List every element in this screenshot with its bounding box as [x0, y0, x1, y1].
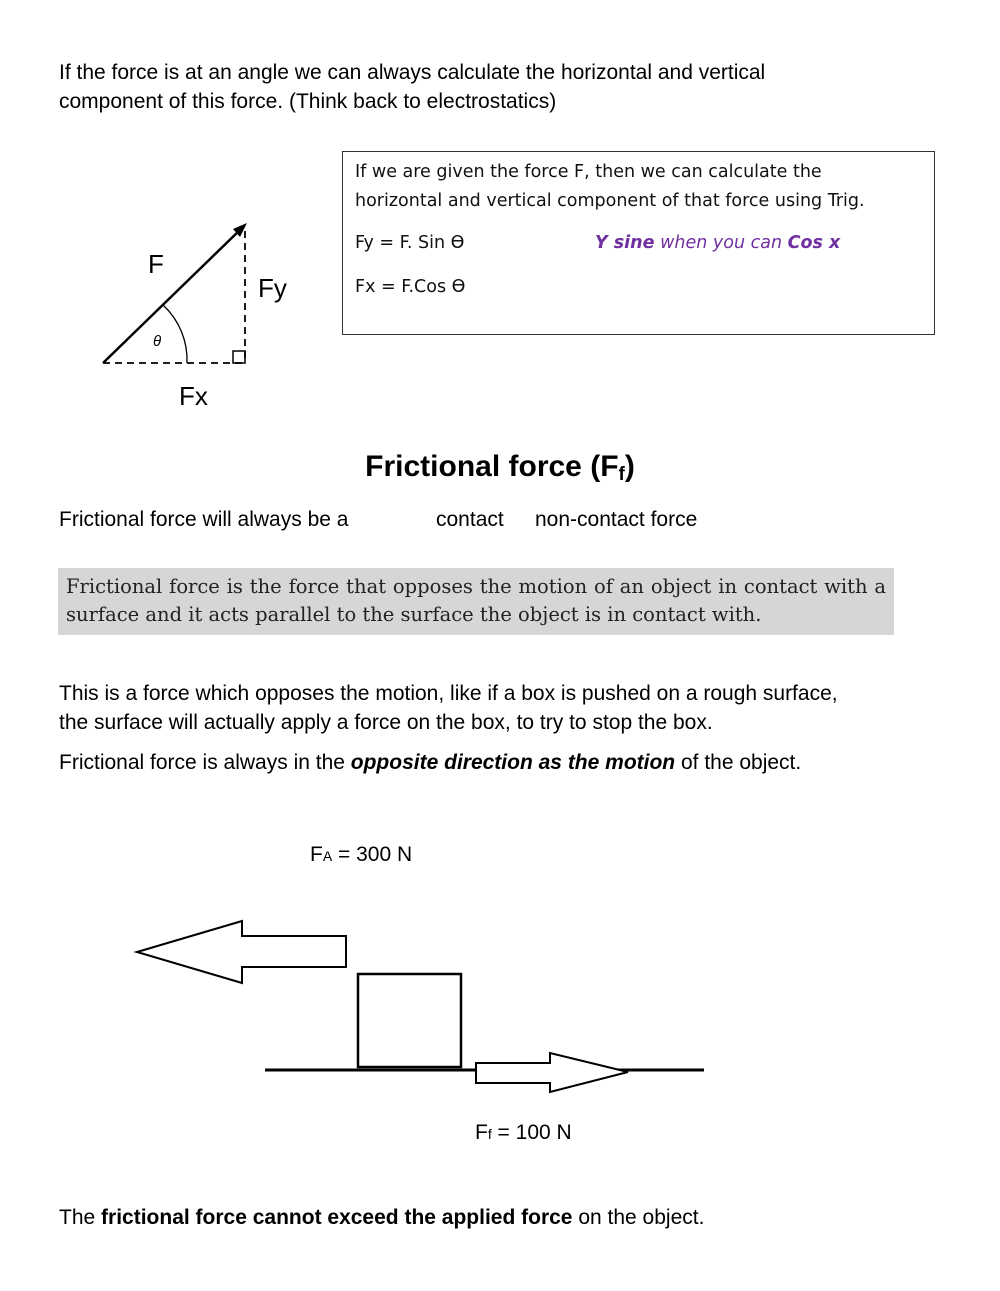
mnemonic-part-2: when you can	[654, 233, 788, 253]
friction-force-subscript: f	[487, 1126, 492, 1142]
right-angle-marker	[233, 351, 245, 363]
direction-rule-after: of the object.	[675, 751, 802, 774]
fy-formula: Fy = F. Sin ϴ	[355, 233, 465, 253]
trig-info-box	[342, 151, 935, 335]
direction-rule	[59, 748, 801, 777]
heading-close: )	[624, 450, 635, 483]
box	[358, 974, 461, 1067]
trig-box-line-1: If we are given the force F, then we can calculate the	[355, 162, 822, 182]
applied-force-symbol: F	[310, 843, 323, 866]
explanation-line-2: the surface will actually apply a force on the box, to try to stop the box.	[59, 711, 713, 734]
conclusion	[59, 1203, 704, 1232]
conclusion-after: on the object.	[572, 1206, 705, 1229]
explanation-line-1: This is a force which opposes the motion, like if a box is pushed on a rough surface,	[59, 682, 838, 705]
trig-mnemonic	[595, 233, 840, 253]
intro-line-1: If the force is at an angle we can always calculate the horizontal and vertical	[59, 61, 766, 84]
definition-box: Frictional force is the force that opposes the motion of an object in contact with a surface and it acts parallel to the surface the object is in contact with.	[58, 568, 894, 635]
explanation-paragraph	[59, 679, 838, 737]
force-vector-line	[103, 227, 243, 363]
angle-label: θ	[153, 333, 162, 350]
intro-line-2: component of this force. (Think back to electrostatics)	[59, 90, 557, 113]
mnemonic-part-3: Cos x	[787, 233, 841, 253]
mnemonic-part-1: Y sine	[595, 233, 655, 253]
direction-rule-emphasis: opposite direction as the motion	[350, 751, 676, 774]
friction-force-diagram	[120, 835, 740, 1155]
conclusion-before: The	[59, 1206, 102, 1229]
friction-force-arrow	[476, 1053, 628, 1092]
fx-label: Fx	[179, 381, 208, 411]
applied-force-arrow	[137, 921, 346, 983]
heading-text: Frictional force (F	[365, 450, 619, 483]
fx-formula: Fx = F.Cos ϴ	[355, 277, 466, 297]
question-text: Frictional force will always be a	[59, 508, 349, 531]
applied-force-value: = 300 N	[332, 843, 413, 866]
friction-force-label	[475, 1121, 572, 1144]
trig-box-line-2: horizontal and vertical component of that force using Trig.	[355, 191, 865, 211]
option-contact[interactable]: contact	[436, 508, 504, 531]
intro-paragraph	[59, 58, 765, 116]
force-label: F	[148, 249, 164, 279]
applied-force-label	[310, 843, 412, 866]
friction-force-value: = 100 N	[491, 1121, 572, 1144]
angle-arc	[163, 305, 187, 363]
heading-subscript: f	[618, 464, 625, 485]
section-heading	[0, 450, 1000, 486]
direction-rule-before: Frictional force is always in the	[59, 751, 351, 774]
fy-label: Fy	[258, 273, 287, 303]
applied-force-subscript: A	[322, 848, 333, 864]
friction-force-symbol: F	[475, 1121, 488, 1144]
force-components-diagram	[90, 215, 320, 415]
conclusion-bold: frictional force cannot exceed the applied force	[101, 1206, 573, 1229]
option-non-contact[interactable]: non-contact force	[535, 508, 698, 531]
